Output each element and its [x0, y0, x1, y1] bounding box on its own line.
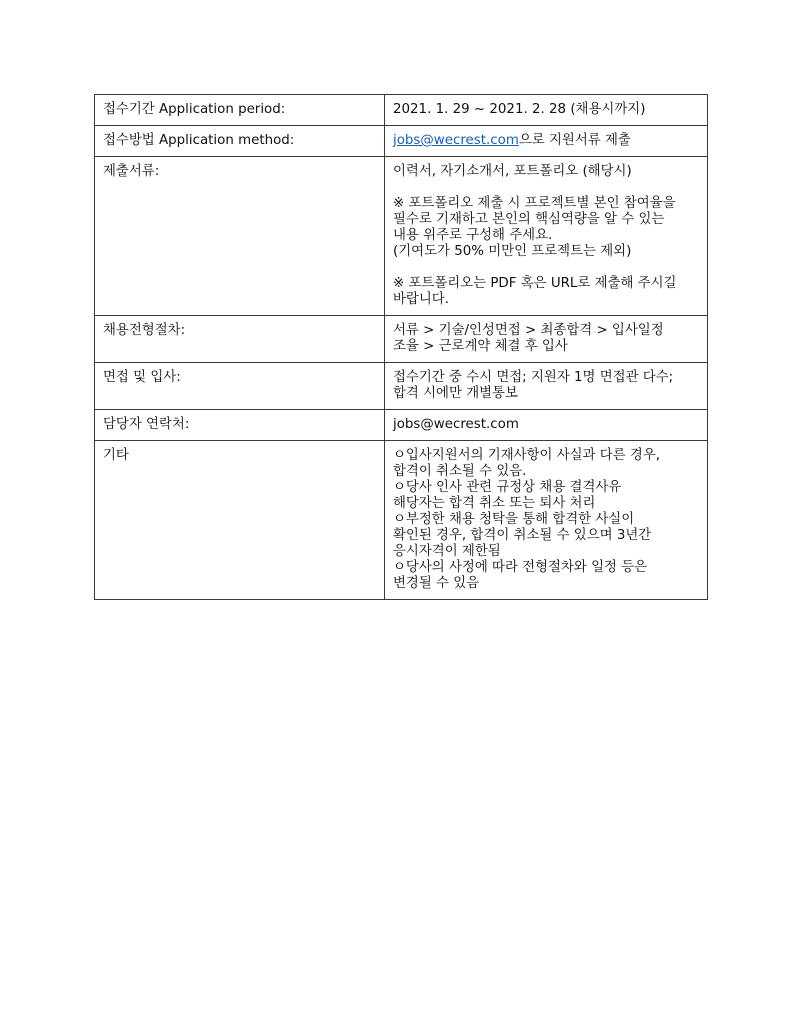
documents-label: 제출서류: [95, 157, 385, 316]
documents-note-line: ※ 포트폴리오 제출 시 프로젝트별 본인 참여율을 [393, 196, 676, 211]
etc-line: ㅇ부정한 채용 청탁을 통해 합격한 사실이 [393, 512, 635, 527]
document-page [94, 94, 707, 600]
table-row-contact [95, 410, 708, 441]
period-value: 2021. 1. 29 ~ 2021. 2. 28 (채용시까지) [385, 95, 708, 126]
documents-note-line: 필수로 기재하고 본인의 핵심역량을 알 수 있는 [393, 212, 665, 227]
process-line: 조율 > 근로계약 체결 후 입사 [393, 339, 568, 354]
documents-line: 이력서, 자기소개서, 포트폴리오 (해당시) [393, 164, 632, 179]
table-row-period [95, 95, 708, 126]
process-label: 채용전형절차: [95, 316, 385, 363]
interview-line: 접수기간 중 수시 면접; 지원자 1명 면접관 다수; [393, 370, 674, 385]
etc-line: ㅇ입사지원서의 기재사항이 사실과 다른 경우, [393, 448, 661, 463]
documents-note-line: 바랍니다. [393, 292, 449, 307]
documents-value [385, 157, 708, 316]
method-value [385, 126, 708, 157]
table-row-process [95, 316, 708, 363]
process-value [385, 316, 708, 363]
documents-note-line: ※ 포트폴리오는 PDF 혹은 URL로 제출해 주시길 [393, 276, 677, 291]
etc-label: 기타 [95, 441, 385, 600]
contact-value: jobs@wecrest.com [385, 410, 708, 441]
documents-note-line: (기여도가 50% 미만인 프로젝트는 제외) [393, 244, 632, 259]
contact-label: 담당자 연락처: [95, 410, 385, 441]
process-line: 서류 > 기술/인성면접 > 최종합격 > 입사일정 [393, 323, 664, 338]
etc-line: 응시자격이 제한됨 [393, 544, 501, 559]
documents-note-line: 내용 위주로 구성해 주세요. [393, 228, 553, 243]
job-info-table [94, 94, 708, 600]
table-row-interview [95, 363, 708, 410]
etc-line: 합격이 취소될 수 있음. [393, 464, 527, 479]
etc-line: ㅇ당사 인사 관련 규정상 채용 결격사유 [393, 480, 622, 495]
interview-value [385, 363, 708, 410]
interview-line: 합격 시에만 개별통보 [393, 386, 518, 401]
etc-line: 확인된 경우, 합격이 취소될 수 있으며 3년간 [393, 528, 652, 543]
table-row-documents [95, 157, 708, 316]
interview-label: 면접 및 입사: [95, 363, 385, 410]
etc-line: 해당자는 합격 취소 또는 퇴사 처리 [393, 496, 596, 511]
table-row-method [95, 126, 708, 157]
email-link[interactable]: jobs@wecrest.com [393, 133, 519, 148]
method-suffix: 으로 지원서류 제출 [518, 133, 631, 148]
etc-value [385, 441, 708, 600]
period-label: 접수기간 Application period: [95, 95, 385, 126]
etc-line: 변경될 수 있음 [393, 576, 480, 591]
table-row-etc [95, 441, 708, 600]
etc-line: ㅇ당사의 사정에 따라 전형절차와 일정 등은 [393, 560, 648, 575]
method-label: 접수방법 Application method: [95, 126, 385, 157]
